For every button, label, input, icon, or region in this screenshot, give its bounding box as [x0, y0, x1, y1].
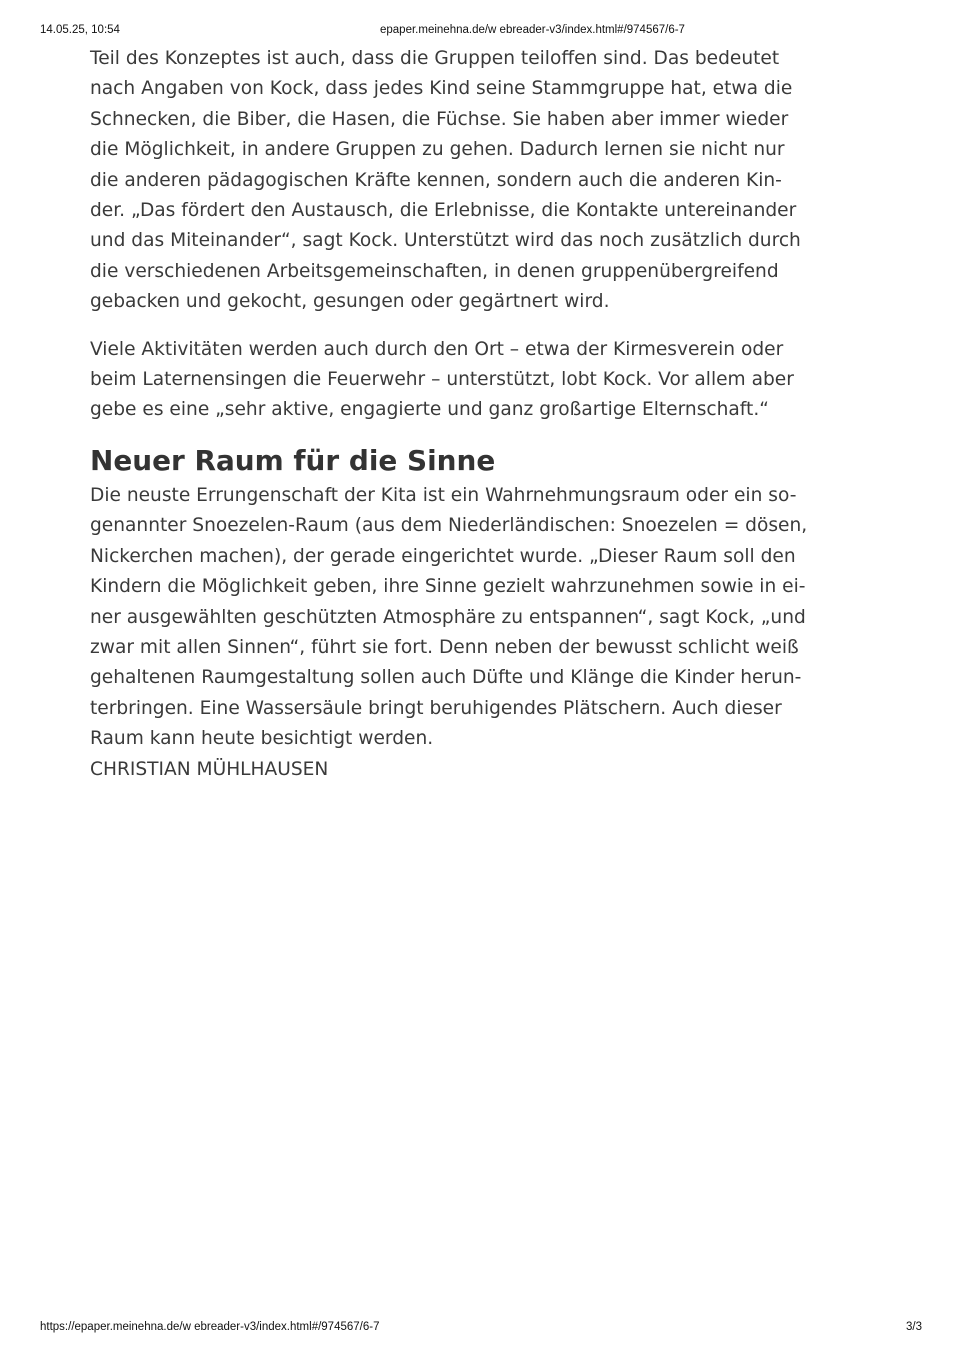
print-footer-url: https://epaper.meinehna.de/w ebreader-v3/index.html#/974567/6-7 — [40, 1321, 380, 1333]
text-line: und das Miteinander“, sagt Kock. Unterstützt wird das noch zusätzlich durch — [90, 230, 801, 252]
text-line: beim Laternensingen die Feuerwehr – unterstützt, lobt Kock. Vor allem aber — [90, 369, 794, 391]
text-line: der. „Das fördert den Austausch, die Erlebnisse, die Kontakte untereinander — [90, 200, 797, 222]
print-header — [0, 24, 960, 40]
print-header-url: epaper.meinehna.de/w ebreader-v3/index.html#/974567/6-7 — [380, 24, 685, 36]
text-line: Teil des Konzeptes ist auch, dass die Gruppen teiloffen sind. Das bedeutet — [90, 48, 780, 69]
paragraph-1 — [90, 44, 890, 318]
article-body — [90, 44, 890, 785]
text-line: ner ausgewählten geschützten Atmosphäre zu entspannen“, sagt Kock, „und — [90, 606, 806, 628]
print-datetime: 14.05.25, 10:54 — [40, 24, 120, 36]
text-line: Die neuste Errungenschaft der Kita ist ein Wahrnehmungsraum oder ein so- — [90, 484, 797, 506]
paragraph-2 — [90, 335, 890, 426]
text-line: genannter Snoezelen-Raum (aus dem Niederländischen: Snoezelen = dösen, — [90, 515, 808, 537]
text-line: zwar mit allen Sinnen“, führt sie fort. Denn neben der bewusst schlicht weiß — [90, 636, 799, 658]
text-line: nach Angaben von Kock, dass jedes Kind seine Stammgruppe hat, etwa die — [90, 78, 793, 100]
section-subheading: Neuer Raum für die Sinne — [90, 443, 496, 477]
text-line: die verschiedenen Arbeitsgemeinschaften, in denen gruppenübergreifend — [90, 260, 779, 282]
page-count: 3/3 — [906, 1321, 922, 1333]
text-line: gebe es eine „sehr aktive, engagierte und ganz großartige Elternschaft.“ — [90, 399, 769, 421]
text-line: Viele Aktivitäten werden auch durch den Ort – etwa der Kirmesverein oder — [90, 338, 784, 360]
author-byline: CHRISTIAN MÜHLHAUSEN — [90, 758, 329, 780]
print-footer — [0, 1321, 960, 1337]
text-line: die anderen pädagogischen Kräfte kennen, sondern auch die anderen Kin- — [90, 169, 782, 191]
text-line: Nickerchen machen), der gerade eingerichtet wurde. „Dieser Raum soll den — [90, 545, 796, 567]
text-line: terbringen. Eine Wassersäule bringt beruhigendes Plätschern. Auch dieser — [90, 697, 782, 719]
text-line: gebacken und gekocht, gesungen oder gegärtnert wird. — [90, 291, 610, 313]
text-line: Raum kann heute besichtigt werden. — [90, 728, 434, 750]
text-line: die Möglichkeit, in andere Gruppen zu gehen. Dadurch lernen sie nicht nur — [90, 139, 785, 161]
paragraph-3 — [90, 481, 890, 785]
text-line: Kindern die Möglichkeit geben, ihre Sinne gezielt wahrzunehmen sowie in ei- — [90, 576, 806, 598]
text-line: Schnecken, die Biber, die Hasen, die Füchse. Sie haben aber immer wieder — [90, 108, 789, 130]
text-line: gehaltenen Raumgestaltung sollen auch Düfte und Klänge die Kinder herun- — [90, 667, 802, 689]
